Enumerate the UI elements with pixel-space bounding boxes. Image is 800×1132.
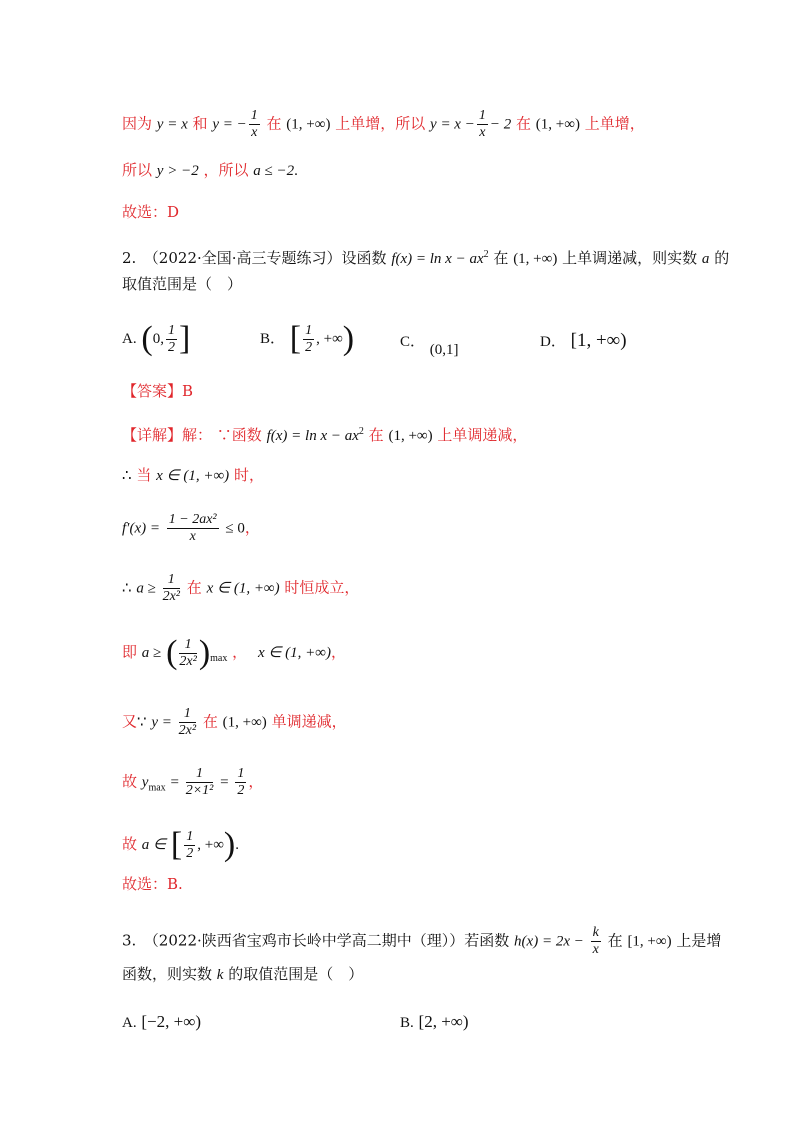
answer-choice-b: 故选：B. [122,875,183,893]
step-2: f′(x) = $\frac{\text{1 − 2ax²}}{x}$ ≤ 0， [122,512,260,544]
step-3: ∴ a ≥ $\frac{1}{\text{2x²}}$ 在 x ∈ (1, +∞) 时恒成立， [122,572,360,604]
q3-option-b[interactable]: B. [2, +∞) [400,1012,469,1031]
step-1: ∴ 当 x ∈ (1, +∞) 时， [122,466,264,484]
question-2-stem: 2. （2022·全国·高三专题练习）设函数 $f(x) = \ln x - ax^2$ 在 (1, +∞) 上单调递减，则实数 a 的 [122,249,730,267]
option-d[interactable]: D． [1, +∞) [540,330,627,351]
question-3-stem: 3. （2022·陕西省宝鸡市长岭中学高二期中（理））若函数 h(x) = 2x − $\frac{k}{x}$ 在 [1, +∞) 上是增 [122,925,722,957]
answer-label: 【答案】B [122,382,194,400]
step-7: 故 a ∈ [ $\frac{1}{2}$ , +∞). [122,826,239,863]
option-b[interactable]: B． [ $\frac{1}{2}$ , +∞) [260,320,355,357]
solution-line-2: 所以 y > −2 ，所以 a ≤ −2. [122,161,298,179]
q3-option-a[interactable]: A. [−2, +∞) [122,1012,201,1031]
answer-choice-d: 故选：D [122,203,180,221]
question-3-stem-2: 函数，则实数 k 的取值范围是（ ） [122,965,364,983]
solution-line-1: 因为 y = x 和 y = − $\frac{1}{x}$ 在 (1, +∞) 上单增，所以 y = x − $\frac{1}{x}$ − 2 在 (1, +∞) 上单增， [122,108,645,140]
step-5: 又∵ y = $\frac{1}{\text{2x²}}$ 在 (1, +∞) 单调递减， [122,706,347,738]
question-2-stem-2: 取值范围是（ ） [122,275,243,293]
fraction: $\frac{1}{x}$ [478,108,486,140]
fraction: $\frac{1}{x}$ [250,108,258,140]
option-a[interactable]: A. (0, $\frac{1}{2}$ ] [122,320,191,357]
detail-line: 【详解】解： ∵函数 $f(x) = \ln x - ax^2$ 在 (1, +∞) 上单调递减， [122,426,528,444]
step-6: 故 $y_{max}$ = $\frac{1}{\text{2×1²}}$ = $\frac{1}{2}$ ， [122,766,264,798]
step-4: 即 a ≥ ( $\frac{1}{\text{2x²}}$ )$_{max}$ ， x ∈ (1, +∞)， [122,634,346,671]
option-c[interactable]: C． (0,1] [400,334,459,358]
